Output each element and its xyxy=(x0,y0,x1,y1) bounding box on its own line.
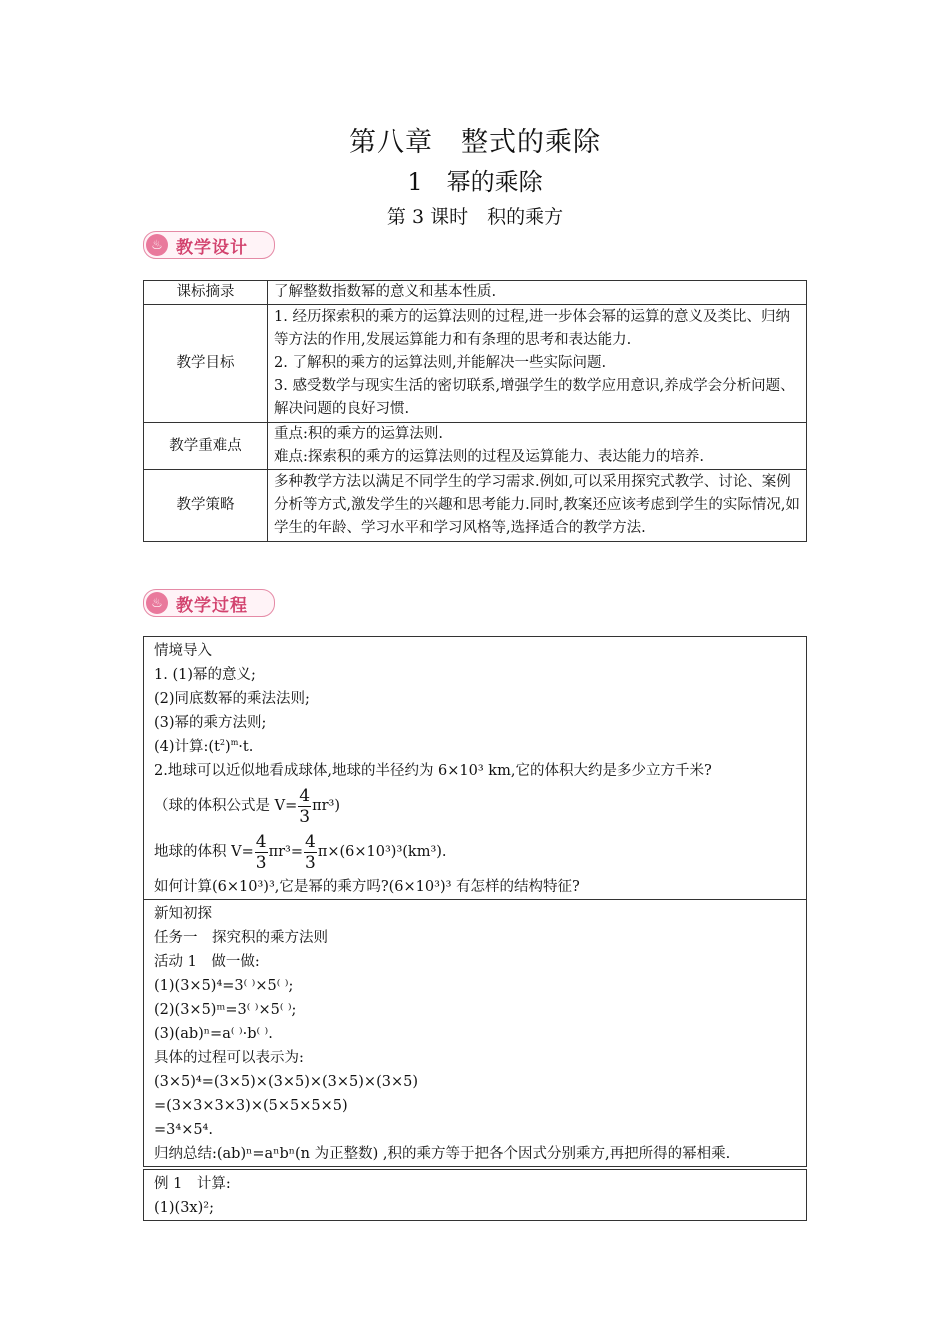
teaching-design-badge xyxy=(143,231,275,259)
question-line: (4)计算$:(t^2)^m\cdot t$. xyxy=(154,738,254,755)
row-label: 教学策略 xyxy=(144,470,268,542)
teaching-process-badge xyxy=(143,589,275,617)
question-line: (3)幂的乘方法则; xyxy=(154,715,267,731)
table-row xyxy=(144,305,807,423)
book-icon: ♨ xyxy=(146,234,168,256)
example-title: 例 1 计算: xyxy=(154,1176,231,1192)
exercise-line: (3)(ab)ⁿ=a⁽ ⁾·b⁽ ⁾. xyxy=(154,1026,273,1042)
row-value: 1. 经历探索积的乘方的运算法则的过程,进一步体会幂的运算的意义及类比、归纳等方法的作用,发展运算能力和有条理的思考和表达能力. 2. 了解积的乘方的运算法则,并能解决一些实际问题. 3. 感受数学与现实生活的密切联系,增强学生的数学应用意识,养成学会分析问题、解决问题的良好习惯. xyxy=(268,305,807,423)
book-icon: ♨ xyxy=(146,592,168,614)
fraction: $\frac{4}{3}$ xyxy=(299,785,311,827)
table-row xyxy=(144,423,807,470)
formula-hint: （球的体积公式是 V= $\frac{4}{3}$ πr³) xyxy=(154,785,340,827)
fraction: $\frac{4}{3}$ xyxy=(305,831,316,873)
process-label: 具体的过程可以表示为: xyxy=(154,1050,304,1066)
question-line: 2.地球可以近似地看成球体,地球的半径约为 6×10³ km,它的体积大约是多少立方千米? xyxy=(154,763,712,779)
derivation-line: =(3×3×3×3)×(5×5×5×5) xyxy=(154,1098,348,1114)
volume-formula: 地球的体积 V= $\frac{4}{3}$ πr³= $\frac{4}{3}$ π×(6×10³)³(km³). xyxy=(154,831,447,873)
badge-label: 教学设计 xyxy=(176,237,248,258)
row-label: 课标摘录 xyxy=(144,281,268,305)
row-label: 教学目标 xyxy=(144,305,268,423)
row-value: 多种教学方法以满足不同学生的学习需求.例如,可以采用探究式教学、讨论、案例分析等方式,激发学生的兴趣和思考能力.同时,教案还应该考虑到学生的实际情况,如学生的年龄、学习水平和学习风格等,选择适合的教学方法. xyxy=(268,470,807,542)
question-line: 1. (1)幂的意义; xyxy=(154,667,256,683)
exercise-line: (2)(3×5)ᵐ=3⁽ ⁾×5⁽ ⁾; xyxy=(154,1002,297,1018)
section-title: 1 幂的乘除 xyxy=(407,168,543,196)
row-value: 重点:积的乘方的运算法则. 难点:探索积的乘方的运算法则的过程及运算能力、表达能力的培养. xyxy=(268,423,807,470)
section-heading: 情境导入 xyxy=(154,643,212,659)
table-row xyxy=(144,470,807,542)
exercise-line: (1)(3×5)⁴=3⁽ ⁾×5⁽ ⁾; xyxy=(154,978,294,994)
activity-line: 活动 1 做一做: xyxy=(154,954,260,970)
section-heading: 新知初探 xyxy=(154,906,212,922)
derivation-line: =3⁴×5⁴. xyxy=(154,1122,213,1138)
badge-label: 教学过程 xyxy=(176,595,248,616)
example-box xyxy=(143,1169,807,1221)
teaching-design-table xyxy=(143,280,807,542)
question-line: 如何计算(6×10³)³,它是幂的乘方吗?(6×10³)³ 有怎样的结构特征? xyxy=(154,879,580,895)
lesson-title: 第 3 课时 积的乘方 xyxy=(386,206,564,228)
task-line: 任务一 探究积的乘方法则 xyxy=(154,930,328,946)
teaching-process-box xyxy=(143,636,807,1167)
explore-section xyxy=(144,899,806,1166)
table-row xyxy=(144,281,807,305)
chapter-title: 第八章 整式的乘除 xyxy=(349,127,601,158)
row-label: 教学重难点 xyxy=(144,423,268,470)
example-section xyxy=(144,1170,806,1220)
question-line: (2)同底数幂的乘法法则; xyxy=(154,691,310,707)
row-value: 了解整数指数幂的意义和基本性质. xyxy=(268,281,807,305)
example-item: (1)(3x)²; xyxy=(154,1200,214,1216)
derivation-line: (3×5)⁴=(3×5)×(3×5)×(3×5)×(3×5) xyxy=(154,1074,418,1090)
summary-line: 归纳总结:(ab)ⁿ=aⁿbⁿ(n 为正整数) ,积的乘方等于把各个因式分别乘方,再把所得的幂相乘. xyxy=(154,1146,731,1162)
intro-section xyxy=(144,637,806,899)
fraction: $\frac{4}{3}$ xyxy=(255,831,267,873)
